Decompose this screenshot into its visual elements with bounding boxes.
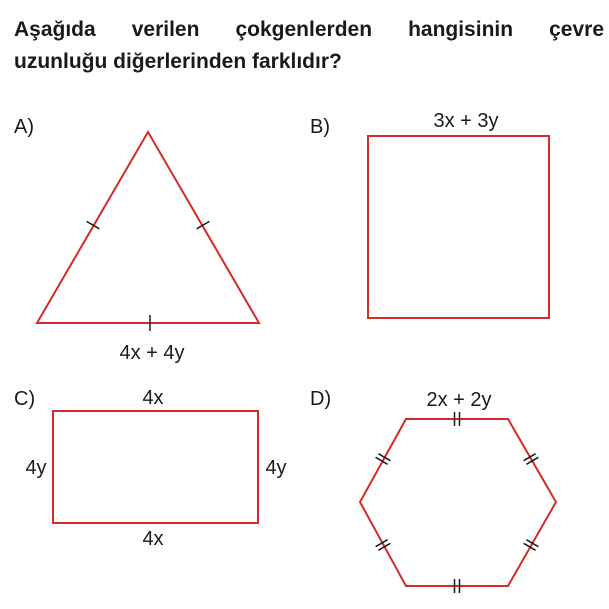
triangle-side-label: 4x + 4y [119, 342, 185, 364]
rectangle-top-label: 4x [142, 387, 164, 409]
option-d[interactable] [310, 388, 556, 593]
option-c-letter: C) [14, 388, 36, 410]
rectangle-left-label: 4y [25, 457, 47, 479]
option-a[interactable] [14, 116, 259, 364]
option-b-letter: B) [310, 116, 330, 138]
question-line-2: uzunluğu diğerlerinden farklıdır? [14, 50, 342, 73]
rectangle-bottom-label: 4x [142, 528, 164, 550]
option-b[interactable] [310, 110, 549, 318]
question-line-1: Aşağıda verilen çokgenlerden hangisinin çevre [14, 18, 604, 41]
option-c[interactable] [14, 387, 287, 550]
hexagon-side-label: 2x + 2y [426, 389, 492, 411]
rectangle-shape [53, 411, 258, 523]
rectangle-right-label: 4y [265, 457, 287, 479]
hexagon-shape [360, 419, 556, 586]
triangle-shape [37, 132, 259, 323]
square-side-label: 3x + 3y [433, 110, 499, 132]
option-a-letter: A) [14, 116, 34, 138]
square-shape [368, 136, 549, 318]
option-d-letter: D) [310, 388, 332, 410]
